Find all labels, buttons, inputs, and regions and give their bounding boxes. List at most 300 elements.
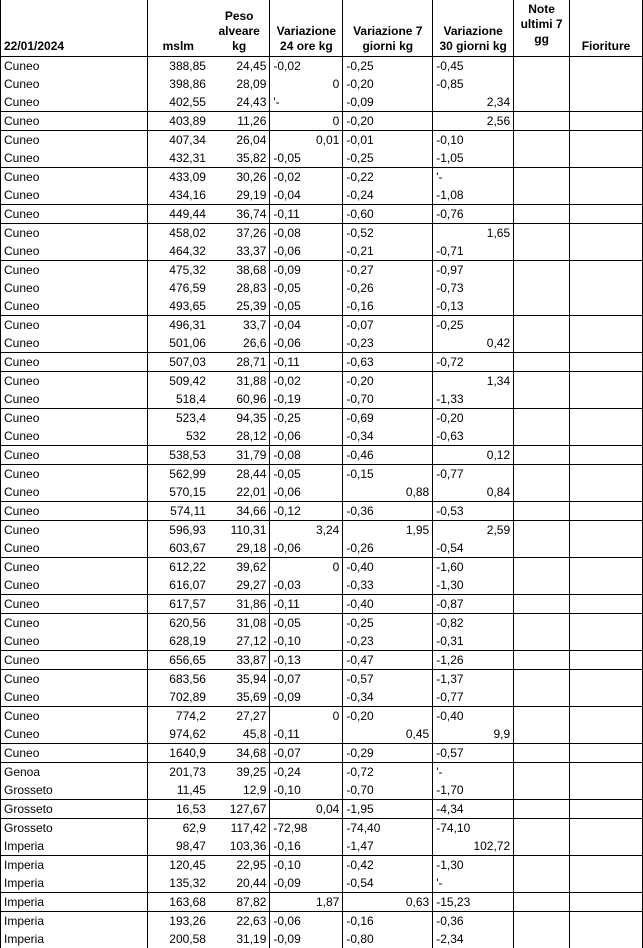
cell-var7[interactable]: -0,26 — [343, 539, 433, 558]
cell-var30[interactable]: -0,77 — [433, 688, 514, 707]
cell-var24[interactable]: 1,87 — [270, 892, 343, 911]
cell-altitude[interactable]: 120,45 — [147, 855, 209, 874]
cell-notes[interactable] — [514, 445, 570, 464]
cell-var24[interactable]: -0,03 — [270, 576, 343, 595]
cell-blooms[interactable] — [570, 56, 643, 75]
cell-var24[interactable]: -0,06 — [270, 539, 343, 558]
cell-altitude[interactable]: 501,06 — [147, 334, 209, 353]
cell-blooms[interactable] — [570, 260, 643, 279]
cell-altitude[interactable]: 193,26 — [147, 911, 209, 930]
cell-var30[interactable]: -0,82 — [433, 613, 514, 632]
cell-var7[interactable]: -0,46 — [343, 445, 433, 464]
cell-notes[interactable] — [514, 56, 570, 75]
cell-var7[interactable]: -0,34 — [343, 427, 433, 446]
cell-var30[interactable]: -15,23 — [433, 892, 514, 911]
cell-var30[interactable]: -0,10 — [433, 130, 514, 149]
cell-weight[interactable]: 103,36 — [229, 838, 267, 853]
cell-notes[interactable] — [514, 911, 570, 930]
cell-location[interactable]: Cuneo — [1, 223, 148, 242]
cell-location[interactable]: Cuneo — [1, 743, 148, 762]
cell-weight[interactable]: 31,86 — [209, 594, 270, 613]
cell-var7[interactable]: -0,52 — [343, 223, 433, 242]
cell-blooms[interactable] — [570, 93, 643, 112]
cell-blooms[interactable] — [570, 334, 643, 353]
cell-location[interactable]: Cuneo — [1, 186, 148, 205]
cell-var24[interactable]: -0,08 — [270, 445, 343, 464]
cell-var24[interactable]: -0,05 — [270, 149, 343, 168]
cell-var24[interactable]: -0,05 — [270, 464, 343, 483]
cell-blooms[interactable] — [570, 279, 643, 297]
cell-var30[interactable]: -0,72 — [433, 352, 514, 371]
cell-notes[interactable] — [514, 837, 570, 856]
cell-location[interactable]: Cuneo — [1, 613, 148, 632]
cell-blooms[interactable] — [570, 650, 643, 669]
cell-var30[interactable]: -0,13 — [433, 297, 514, 316]
cell-altitude[interactable]: 620,56 — [147, 613, 209, 632]
cell-weight[interactable]: 29,27 — [236, 577, 267, 592]
cell-weight[interactable]: 11,26 — [209, 111, 270, 130]
cell-location[interactable]: Cuneo — [1, 501, 148, 520]
cell-weight[interactable]: 35,82 — [236, 150, 267, 165]
cell-var24[interactable]: -0,19 — [270, 390, 343, 409]
cell-var7[interactable]: -0,20 — [343, 706, 433, 725]
cell-location[interactable]: Cuneo — [1, 464, 148, 483]
cell-var30[interactable]: -0,57 — [433, 743, 514, 762]
cell-var7[interactable]: -0,33 — [343, 576, 433, 595]
cell-location[interactable]: Imperia — [1, 892, 148, 911]
cell-notes[interactable] — [514, 799, 570, 818]
cell-weight[interactable]: 38,68 — [209, 260, 270, 279]
cell-var7[interactable]: -0,57 — [343, 669, 433, 688]
cell-notes[interactable] — [514, 279, 570, 297]
cell-var30[interactable]: 2,59 — [433, 520, 514, 539]
cell-notes[interactable] — [514, 408, 570, 427]
cell-location[interactable]: Imperia — [1, 837, 148, 856]
cell-weight[interactable]: 26,6 — [243, 335, 267, 350]
cell-altitude[interactable]: 570,15 — [147, 483, 209, 502]
cell-var30[interactable]: -0,20 — [433, 408, 514, 427]
cell-blooms[interactable] — [570, 539, 643, 558]
cell-altitude[interactable]: 612,22 — [147, 557, 209, 576]
cell-location[interactable]: Cuneo — [1, 483, 148, 502]
cell-weight[interactable]: 87,82 — [209, 892, 270, 911]
cell-blooms[interactable] — [570, 725, 643, 744]
cell-var24[interactable]: 0,01 — [270, 130, 343, 149]
cell-weight[interactable]: 35,69 — [236, 689, 267, 704]
cell-altitude[interactable]: 16,53 — [147, 799, 209, 818]
cell-var7[interactable]: -0,25 — [343, 149, 433, 168]
cell-notes[interactable] — [514, 223, 570, 242]
cell-var7[interactable]: -0,70 — [343, 390, 433, 409]
cell-var30[interactable]: -2,34 — [433, 930, 514, 948]
cell-blooms[interactable] — [570, 892, 643, 911]
cell-location[interactable]: Cuneo — [1, 93, 148, 112]
cell-var7[interactable]: -0,69 — [343, 408, 433, 427]
header-date[interactable]: 22/01/2024 — [1, 0, 148, 56]
cell-var7[interactable]: -0,42 — [343, 855, 433, 874]
cell-blooms[interactable] — [570, 520, 643, 539]
header-blooms[interactable]: Fioriture — [570, 0, 643, 56]
cell-location[interactable]: Imperia — [1, 930, 148, 948]
cell-notes[interactable] — [514, 706, 570, 725]
cell-weight[interactable]: 28,44 — [209, 464, 270, 483]
cell-var30[interactable]: -0,73 — [433, 279, 514, 297]
cell-notes[interactable] — [514, 743, 570, 762]
cell-location[interactable]: Cuneo — [1, 111, 148, 130]
cell-weight[interactable]: 12,9 — [243, 782, 267, 797]
cell-var24[interactable]: -0,05 — [270, 297, 343, 316]
cell-notes[interactable] — [514, 669, 570, 688]
cell-notes[interactable] — [514, 204, 570, 223]
cell-var24[interactable]: -0,06 — [270, 483, 343, 502]
cell-var30[interactable]: -0,85 — [433, 75, 514, 93]
cell-weight[interactable]: 28,83 — [236, 280, 267, 295]
cell-location[interactable]: Cuneo — [1, 242, 148, 261]
cell-weight[interactable]: 110,31 — [209, 520, 270, 539]
cell-weight[interactable]: 33,37 — [236, 243, 267, 258]
cell-blooms[interactable] — [570, 186, 643, 205]
cell-var30[interactable]: -0,40 — [433, 706, 514, 725]
cell-var24[interactable]: 0 — [270, 557, 343, 576]
cell-var7[interactable]: -1,47 — [343, 837, 433, 856]
cell-var7[interactable]: -0,60 — [343, 204, 433, 223]
cell-location[interactable]: Cuneo — [1, 279, 148, 297]
cell-altitude[interactable]: 683,56 — [147, 669, 209, 688]
cell-var7[interactable]: -0,20 — [343, 371, 433, 390]
cell-var30[interactable]: 0,12 — [433, 445, 514, 464]
cell-weight[interactable]: 29,18 — [236, 540, 267, 555]
cell-var24[interactable]: -0,09 — [270, 688, 343, 707]
cell-altitude[interactable]: 574,11 — [147, 501, 209, 520]
cell-var30[interactable]: -1,30 — [433, 576, 514, 595]
cell-var7[interactable]: -1,95 — [343, 799, 433, 818]
cell-var24[interactable]: -0,11 — [270, 204, 343, 223]
cell-location[interactable]: Cuneo — [1, 260, 148, 279]
cell-blooms[interactable] — [570, 911, 643, 930]
cell-altitude[interactable]: 398,86 — [147, 75, 209, 93]
cell-var24[interactable]: -0,13 — [270, 650, 343, 669]
cell-weight[interactable]: 28,09 — [236, 76, 267, 91]
cell-location[interactable]: Cuneo — [1, 56, 148, 75]
cell-var7[interactable]: -0,25 — [343, 56, 433, 75]
cell-notes[interactable] — [514, 594, 570, 613]
cell-weight[interactable]: 25,39 — [236, 298, 267, 313]
cell-notes[interactable] — [514, 149, 570, 168]
cell-var30[interactable]: 1,34 — [433, 371, 514, 390]
cell-blooms[interactable] — [570, 130, 643, 149]
cell-blooms[interactable] — [570, 408, 643, 427]
header-weight[interactable]: Peso alveare kg — [209, 0, 270, 56]
cell-var24[interactable]: -0,11 — [270, 352, 343, 371]
cell-var24[interactable]: 0 — [270, 706, 343, 725]
cell-var24[interactable]: -0,12 — [270, 501, 343, 520]
cell-location[interactable]: Cuneo — [1, 669, 148, 688]
cell-altitude[interactable]: 628,19 — [147, 632, 209, 651]
cell-var24[interactable]: -0,07 — [270, 743, 343, 762]
cell-var30[interactable]: 102,72 — [433, 837, 514, 856]
cell-altitude[interactable]: 616,07 — [147, 576, 209, 595]
cell-weight[interactable]: 33,7 — [209, 315, 270, 334]
cell-var7[interactable]: -0,27 — [343, 260, 433, 279]
cell-var30[interactable]: -1,08 — [433, 186, 514, 205]
cell-var30[interactable]: 2,56 — [433, 111, 514, 130]
cell-altitude[interactable]: 432,31 — [147, 149, 209, 168]
cell-var7[interactable]: -0,40 — [343, 557, 433, 576]
cell-altitude[interactable]: 617,57 — [147, 594, 209, 613]
cell-var30[interactable]: 0,42 — [433, 334, 514, 353]
cell-weight[interactable]: 27,27 — [209, 706, 270, 725]
cell-location[interactable]: Cuneo — [1, 75, 148, 93]
cell-location[interactable]: Cuneo — [1, 408, 148, 427]
cell-notes[interactable] — [514, 781, 570, 800]
cell-notes[interactable] — [514, 632, 570, 651]
cell-weight[interactable]: 45,8 — [243, 726, 267, 741]
cell-weight[interactable]: 22,01 — [236, 484, 267, 499]
cell-notes[interactable] — [514, 483, 570, 502]
cell-var30[interactable]: 2,34 — [433, 93, 514, 112]
cell-var24[interactable]: -0,08 — [270, 223, 343, 242]
cell-var24[interactable]: -0,06 — [270, 242, 343, 261]
cell-blooms[interactable] — [570, 837, 643, 856]
cell-altitude[interactable]: 656,65 — [147, 650, 209, 669]
cell-altitude[interactable]: 476,59 — [147, 279, 209, 297]
cell-blooms[interactable] — [570, 501, 643, 520]
cell-location[interactable]: Cuneo — [1, 297, 148, 316]
header-altitude[interactable]: mslm — [147, 0, 209, 56]
cell-var7[interactable]: -0,07 — [343, 315, 433, 334]
cell-var24[interactable]: -0,06 — [270, 911, 343, 930]
cell-var7[interactable]: -0,23 — [343, 632, 433, 651]
cell-var24[interactable]: 0 — [270, 75, 343, 93]
cell-var7[interactable]: -0,34 — [343, 688, 433, 707]
cell-var7[interactable]: 1,95 — [343, 520, 433, 539]
cell-blooms[interactable] — [570, 149, 643, 168]
cell-blooms[interactable] — [570, 874, 643, 893]
cell-blooms[interactable] — [570, 390, 643, 409]
cell-var7[interactable]: -0,21 — [343, 242, 433, 261]
cell-blooms[interactable] — [570, 669, 643, 688]
cell-blooms[interactable] — [570, 818, 643, 837]
cell-location[interactable]: Genoa — [1, 762, 148, 781]
cell-weight[interactable]: 28,12 — [236, 428, 267, 443]
cell-location[interactable]: Cuneo — [1, 371, 148, 390]
cell-blooms[interactable] — [570, 223, 643, 242]
cell-weight[interactable]: 39,62 — [209, 557, 270, 576]
cell-notes[interactable] — [514, 464, 570, 483]
cell-notes[interactable] — [514, 371, 570, 390]
cell-altitude[interactable]: 496,31 — [147, 315, 209, 334]
cell-var30[interactable]: -1,70 — [433, 781, 514, 800]
cell-notes[interactable] — [514, 762, 570, 781]
cell-var30[interactable]: -1,30 — [433, 855, 514, 874]
cell-var30[interactable]: -0,97 — [433, 260, 514, 279]
cell-blooms[interactable] — [570, 315, 643, 334]
cell-location[interactable]: Cuneo — [1, 149, 148, 168]
cell-var7[interactable]: -0,22 — [343, 167, 433, 186]
cell-location[interactable]: Imperia — [1, 874, 148, 893]
cell-var7[interactable]: -0,40 — [343, 594, 433, 613]
cell-var24[interactable]: 0,04 — [270, 799, 343, 818]
cell-blooms[interactable] — [570, 613, 643, 632]
cell-altitude[interactable]: 434,16 — [147, 186, 209, 205]
cell-altitude[interactable]: 493,65 — [147, 297, 209, 316]
cell-var7[interactable]: -0,72 — [343, 762, 433, 781]
cell-var7[interactable]: -0,25 — [343, 613, 433, 632]
cell-var7[interactable]: -0,80 — [343, 930, 433, 948]
cell-var24[interactable]: -0,25 — [270, 408, 343, 427]
cell-location[interactable]: Imperia — [1, 855, 148, 874]
cell-blooms[interactable] — [570, 557, 643, 576]
cell-blooms[interactable] — [570, 75, 643, 93]
cell-blooms[interactable] — [570, 781, 643, 800]
cell-var7[interactable]: -0,29 — [343, 743, 433, 762]
cell-notes[interactable] — [514, 75, 570, 93]
cell-var7[interactable]: -0,26 — [343, 279, 433, 297]
cell-weight[interactable]: 36,74 — [209, 204, 270, 223]
cell-var24[interactable]: -0,06 — [270, 334, 343, 353]
cell-altitude[interactable]: 201,73 — [147, 762, 209, 781]
cell-location[interactable]: Grosseto — [1, 799, 148, 818]
cell-var24[interactable]: -72,98 — [270, 818, 343, 837]
cell-weight[interactable]: 94,35 — [209, 408, 270, 427]
cell-altitude[interactable]: 509,42 — [147, 371, 209, 390]
cell-weight[interactable]: 22,95 — [209, 855, 270, 874]
cell-altitude[interactable]: 603,67 — [147, 539, 209, 558]
cell-altitude[interactable]: 163,68 — [147, 892, 209, 911]
cell-blooms[interactable] — [570, 762, 643, 781]
cell-blooms[interactable] — [570, 743, 643, 762]
cell-notes[interactable] — [514, 427, 570, 446]
cell-var7[interactable]: 0,63 — [343, 892, 433, 911]
cell-weight[interactable]: 26,04 — [209, 130, 270, 149]
cell-altitude[interactable]: 538,53 — [147, 445, 209, 464]
cell-var30[interactable]: -0,71 — [433, 242, 514, 261]
cell-var30[interactable]: -0,63 — [433, 427, 514, 446]
cell-var30[interactable]: -0,36 — [433, 911, 514, 930]
cell-altitude[interactable]: 562,99 — [147, 464, 209, 483]
cell-var7[interactable]: -0,23 — [343, 334, 433, 353]
cell-location[interactable]: Cuneo — [1, 352, 148, 371]
cell-var24[interactable]: -0,09 — [270, 874, 343, 893]
cell-blooms[interactable] — [570, 706, 643, 725]
cell-location[interactable]: Cuneo — [1, 688, 148, 707]
cell-notes[interactable] — [514, 613, 570, 632]
cell-weight[interactable]: 31,79 — [209, 445, 270, 464]
cell-notes[interactable] — [514, 725, 570, 744]
cell-location[interactable]: Cuneo — [1, 632, 148, 651]
cell-location[interactable]: Cuneo — [1, 315, 148, 334]
cell-altitude[interactable]: 433,09 — [147, 167, 209, 186]
cell-notes[interactable] — [514, 167, 570, 186]
cell-var24[interactable]: -0,04 — [270, 315, 343, 334]
cell-var24[interactable]: '- — [270, 93, 343, 112]
cell-notes[interactable] — [514, 539, 570, 558]
cell-notes[interactable] — [514, 315, 570, 334]
cell-var7[interactable]: -0,16 — [343, 297, 433, 316]
cell-altitude[interactable]: 774,2 — [147, 706, 209, 725]
cell-blooms[interactable] — [570, 799, 643, 818]
cell-var24[interactable]: -0,02 — [270, 167, 343, 186]
cell-var24[interactable]: -0,04 — [270, 186, 343, 205]
cell-location[interactable]: Cuneo — [1, 576, 148, 595]
cell-notes[interactable] — [514, 855, 570, 874]
cell-notes[interactable] — [514, 650, 570, 669]
cell-var30[interactable]: -0,87 — [433, 594, 514, 613]
cell-var30[interactable]: '- — [433, 167, 514, 186]
cell-blooms[interactable] — [570, 352, 643, 371]
cell-var7[interactable]: -0,24 — [343, 186, 433, 205]
cell-notes[interactable] — [514, 93, 570, 112]
cell-altitude[interactable]: 449,44 — [147, 204, 209, 223]
cell-weight[interactable]: 27,12 — [236, 633, 267, 648]
cell-location[interactable]: Cuneo — [1, 427, 148, 446]
cell-var24[interactable]: -0,16 — [270, 837, 343, 856]
cell-weight[interactable]: 34,68 — [209, 743, 270, 762]
cell-altitude[interactable]: 200,58 — [147, 930, 209, 948]
cell-var30[interactable]: -0,31 — [433, 632, 514, 651]
cell-blooms[interactable] — [570, 483, 643, 502]
cell-location[interactable]: Cuneo — [1, 204, 148, 223]
cell-var7[interactable]: 0,88 — [343, 483, 433, 502]
cell-var30[interactable]: '- — [433, 762, 514, 781]
cell-notes[interactable] — [514, 688, 570, 707]
cell-var7[interactable]: -0,20 — [343, 75, 433, 93]
cell-weight[interactable]: 30,26 — [209, 167, 270, 186]
cell-var7[interactable]: -74,40 — [343, 818, 433, 837]
cell-var24[interactable]: -0,05 — [270, 279, 343, 297]
cell-altitude[interactable]: 464,32 — [147, 242, 209, 261]
cell-var30[interactable]: -74,10 — [433, 818, 514, 837]
cell-altitude[interactable]: 1640,9 — [147, 743, 209, 762]
cell-var24[interactable]: -0,24 — [270, 762, 343, 781]
header-var24[interactable]: Variazione 24 ore kg — [270, 0, 343, 56]
cell-var24[interactable]: -0,11 — [270, 725, 343, 744]
cell-weight[interactable]: 127,67 — [209, 799, 270, 818]
cell-notes[interactable] — [514, 818, 570, 837]
cell-location[interactable]: Cuneo — [1, 520, 148, 539]
cell-location[interactable]: Cuneo — [1, 557, 148, 576]
cell-location[interactable]: Cuneo — [1, 334, 148, 353]
cell-var7[interactable]: -0,70 — [343, 781, 433, 800]
cell-var30[interactable]: -0,25 — [433, 315, 514, 334]
cell-blooms[interactable] — [570, 297, 643, 316]
cell-notes[interactable] — [514, 260, 570, 279]
header-var30[interactable]: Variazione 30 giorni kg — [433, 0, 514, 56]
cell-notes[interactable] — [514, 130, 570, 149]
cell-blooms[interactable] — [570, 576, 643, 595]
cell-blooms[interactable] — [570, 594, 643, 613]
cell-notes[interactable] — [514, 874, 570, 893]
cell-location[interactable]: Cuneo — [1, 594, 148, 613]
cell-location[interactable]: Cuneo — [1, 539, 148, 558]
cell-notes[interactable] — [514, 576, 570, 595]
cell-blooms[interactable] — [570, 464, 643, 483]
cell-location[interactable]: Grosseto — [1, 781, 148, 800]
cell-altitude[interactable]: 532 — [147, 427, 209, 446]
cell-var7[interactable]: 0,45 — [343, 725, 433, 744]
cell-weight[interactable]: 33,87 — [209, 650, 270, 669]
cell-var30[interactable]: -0,77 — [433, 464, 514, 483]
cell-var30[interactable]: -4,34 — [433, 799, 514, 818]
cell-var24[interactable]: -0,06 — [270, 427, 343, 446]
cell-weight[interactable]: 20,44 — [236, 875, 267, 890]
cell-var30[interactable]: -0,53 — [433, 501, 514, 520]
cell-notes[interactable] — [514, 186, 570, 205]
cell-var24[interactable]: -0,11 — [270, 594, 343, 613]
cell-var24[interactable]: -0,09 — [270, 260, 343, 279]
cell-var30[interactable]: -1,26 — [433, 650, 514, 669]
cell-var30[interactable]: '- — [433, 874, 514, 893]
